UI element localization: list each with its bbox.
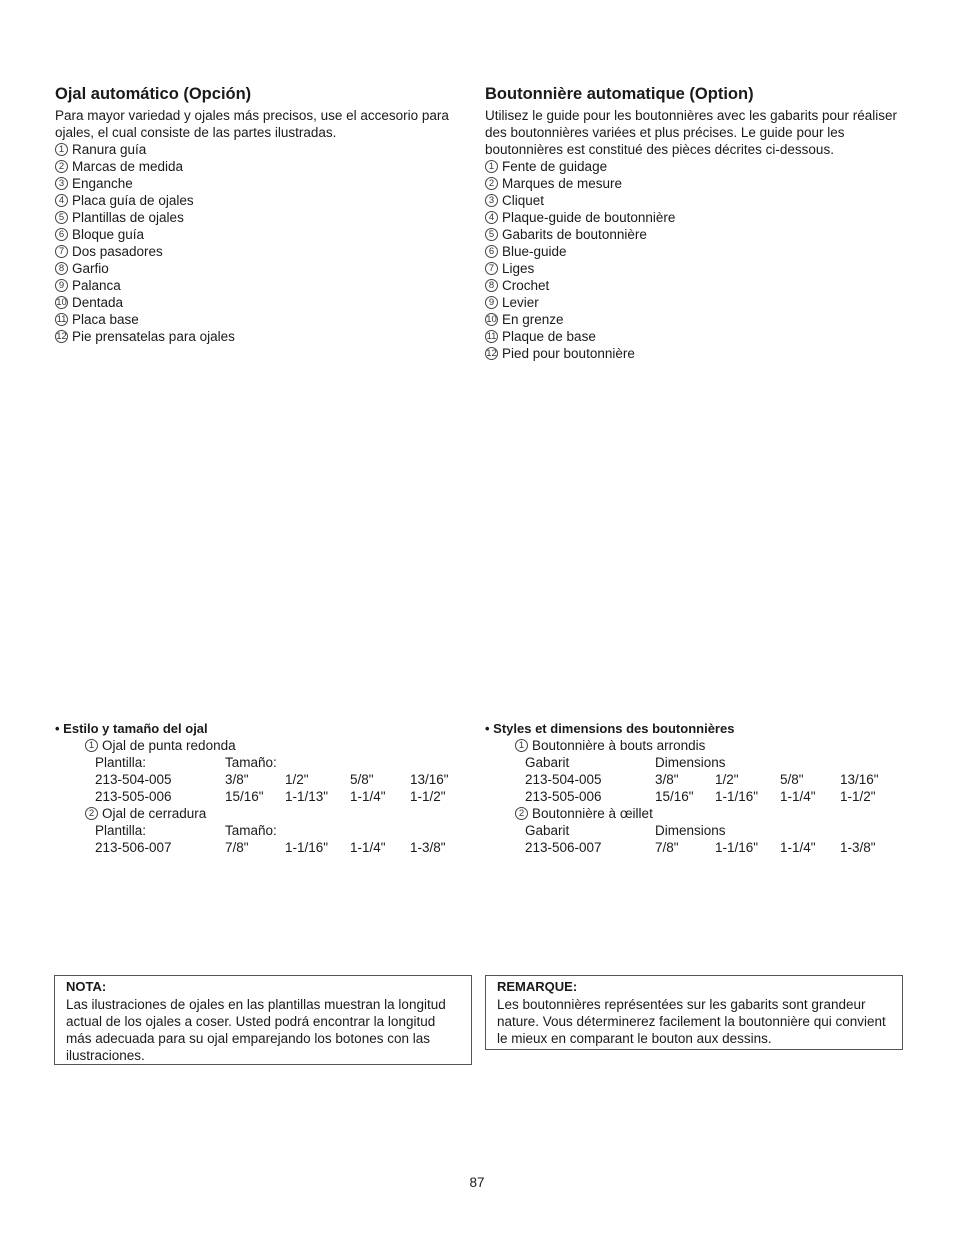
part-list-item <box>55 328 475 345</box>
french-note-text: Les boutonnières représentées sur les gabarits sont grandeur nature. Vous déterminerez facilement la boutonnière qui convient le mieux en comparant le bouton aux dessins. <box>497 997 886 1046</box>
part-label: Dentada <box>72 295 124 310</box>
part-list-item <box>55 260 475 277</box>
size-table-header-cell: Dimensions <box>655 823 726 838</box>
buttonhole-style-label: Ojal de cerradura <box>102 806 207 821</box>
circled-number-icon: 4 <box>485 211 498 224</box>
part-list-item <box>485 226 905 243</box>
part-list-item <box>485 158 905 175</box>
part-label: Levier <box>502 295 539 310</box>
circled-number-icon: 11 <box>56 313 67 325</box>
circled-number-icon: 2 <box>85 807 98 820</box>
size-table-header-cell: Dimensions <box>655 755 726 770</box>
circled-number-icon: 1 <box>515 739 528 752</box>
size-table-header <box>55 822 475 839</box>
french-note-box <box>485 975 903 1050</box>
spanish-note-text: Las ilustraciones de ojales en las plantillas muestran la longitud actual de los ojales a coser. Usted podrá encontrar la longitud más adecuada para su ojal emparejando los botones con las ilustraciones. <box>66 997 446 1063</box>
part-label: Plantillas de ojales <box>72 210 184 225</box>
part-list-item <box>485 260 905 277</box>
size-table-header-cell: Tamaño: <box>225 755 277 770</box>
circled-number-icon: 8 <box>485 279 498 292</box>
french-styles-title: • Styles et dimensions des boutonnières <box>485 721 735 736</box>
size-value: 1-1/16" <box>715 789 759 804</box>
part-label: Pie prensatelas para ojales <box>72 329 235 344</box>
circled-number-icon: 2 <box>55 160 68 173</box>
circled-number-icon: 6 <box>55 228 68 241</box>
spanish-intro: Para mayor variedad y ojales más precisos, use el accesorio para ojales, el cual consiste de las partes ilustradas. <box>55 108 449 140</box>
part-label: Plaque-guide de boutonnière <box>502 210 676 225</box>
part-list-item <box>55 311 475 328</box>
spanish-styles-title: • Estilo y tamaño del ojal <box>55 721 208 736</box>
circled-number-icon: 7 <box>55 245 68 258</box>
circled-number-icon: 2 <box>485 177 498 190</box>
size-table-row <box>485 771 905 788</box>
spanish-parts-list <box>55 141 475 345</box>
part-list-item <box>485 345 905 362</box>
size-table-header-cell: Plantilla: <box>95 823 147 838</box>
circled-number-icon: 6 <box>485 245 498 258</box>
size-table-row <box>485 788 905 805</box>
size-value: 1-1/4" <box>780 840 816 855</box>
buttonhole-style-line <box>485 805 905 822</box>
part-label: Dos pasadores <box>72 244 163 259</box>
size-value: 15/16" <box>225 789 264 804</box>
template-code: 213-504-005 <box>525 772 602 787</box>
circled-number-icon: 5 <box>485 228 498 241</box>
size-value: 3/8" <box>655 772 679 787</box>
french-styles-block <box>485 720 905 856</box>
size-value: 1-1/16" <box>285 840 329 855</box>
buttonhole-style-line <box>55 737 475 754</box>
french-heading: Boutonnière automatique (Option) <box>485 85 754 103</box>
spanish-styles-block <box>55 720 475 856</box>
part-list-item <box>485 294 905 311</box>
part-label: Garfio <box>72 261 109 276</box>
part-list-item <box>55 192 475 209</box>
circled-number-icon: 12 <box>56 330 67 342</box>
template-code: 213-506-007 <box>525 840 602 855</box>
part-label: Cliquet <box>502 193 545 208</box>
size-value: 7/8" <box>225 840 249 855</box>
size-table-header <box>485 754 905 771</box>
size-table-header <box>55 754 475 771</box>
part-list-item <box>485 192 905 209</box>
circled-number-icon: 1 <box>55 143 68 156</box>
french-section <box>485 85 905 362</box>
spanish-note-title: NOTA: <box>66 979 107 994</box>
buttonhole-style-line <box>485 737 905 754</box>
part-label: Placa base <box>72 312 139 327</box>
french-intro: Utilisez le guide pour les boutonnières avec les gabarits pour réaliser des boutonnières variées et plus précises. Le guide pour les boutonnières est constitué des pièces décrites ci-dessous. <box>485 108 897 157</box>
buttonhole-style-label: Boutonnière à bouts arrondis <box>532 738 706 753</box>
part-list-item <box>55 277 475 294</box>
size-value: 1/2" <box>285 772 309 787</box>
size-value: 1-1/13" <box>285 789 329 804</box>
size-table-header-cell: Plantilla: <box>95 755 147 770</box>
part-list-item <box>55 175 475 192</box>
part-label: Liges <box>502 261 535 276</box>
circled-number-icon: 12 <box>486 347 497 359</box>
circled-number-icon: 10 <box>56 296 67 308</box>
part-label: En grenze <box>502 312 564 327</box>
circled-number-icon: 9 <box>485 296 498 309</box>
part-list-item <box>485 311 905 328</box>
template-code: 213-506-007 <box>95 840 172 855</box>
circled-number-icon: 7 <box>485 262 498 275</box>
size-value: 1-1/4" <box>350 840 386 855</box>
part-label: Marques de mesure <box>502 176 623 191</box>
template-code: 213-504-005 <box>95 772 172 787</box>
size-value: 1/2" <box>715 772 739 787</box>
spanish-heading: Ojal automático (Opción) <box>55 85 252 103</box>
circled-number-icon: 1 <box>485 160 498 173</box>
part-list-item <box>485 209 905 226</box>
part-label: Enganche <box>72 176 133 191</box>
size-value: 1-3/8" <box>840 840 876 855</box>
size-value: 1-1/16" <box>715 840 759 855</box>
template-code: 213-505-006 <box>95 789 172 804</box>
part-label: Blue-guide <box>502 244 567 259</box>
size-table-header <box>485 822 905 839</box>
circled-number-icon: 11 <box>486 330 497 342</box>
size-value: 3/8" <box>225 772 249 787</box>
part-label: Crochet <box>502 278 550 293</box>
size-table-header-cell: Gabarit <box>525 823 570 838</box>
french-parts-list <box>485 158 905 362</box>
size-table-row <box>55 788 475 805</box>
page-number: 87 <box>469 1175 485 1190</box>
template-code: 213-505-006 <box>525 789 602 804</box>
part-list-item <box>55 158 475 175</box>
spanish-note-box <box>54 975 472 1065</box>
circled-number-icon: 3 <box>55 177 68 190</box>
part-label: Gabarits de boutonnière <box>502 227 647 242</box>
buttonhole-style-label: Boutonnière à œillet <box>532 806 653 821</box>
part-label: Bloque guía <box>72 227 145 242</box>
size-table-row <box>55 839 475 856</box>
part-label: Placa guía de ojales <box>72 193 194 208</box>
part-list-item <box>55 209 475 226</box>
part-label: Plaque de base <box>502 329 596 344</box>
circled-number-icon: 10 <box>486 313 497 325</box>
part-list-item <box>485 328 905 345</box>
size-value: 5/8" <box>780 772 804 787</box>
size-table-row <box>55 771 475 788</box>
size-value: 7/8" <box>655 840 679 855</box>
size-table-header-cell: Gabarit <box>525 755 570 770</box>
part-list-item <box>55 294 475 311</box>
size-value: 13/16" <box>410 772 449 787</box>
size-value: 1-3/8" <box>410 840 446 855</box>
part-list-item <box>485 243 905 260</box>
part-label: Pied pour boutonnière <box>502 346 635 361</box>
french-note-title: REMARQUE: <box>497 979 578 994</box>
spanish-section <box>55 85 475 345</box>
circled-number-icon: 8 <box>55 262 68 275</box>
circled-number-icon: 2 <box>515 807 528 820</box>
part-label: Palanca <box>72 278 121 293</box>
size-value: 1-1/4" <box>780 789 816 804</box>
circled-number-icon: 3 <box>485 194 498 207</box>
part-label: Fente de guidage <box>502 159 608 174</box>
part-list-item <box>55 141 475 158</box>
size-value: 1-1/4" <box>350 789 386 804</box>
circled-number-icon: 1 <box>85 739 98 752</box>
size-value: 15/16" <box>655 789 694 804</box>
size-value: 5/8" <box>350 772 374 787</box>
size-value: 13/16" <box>840 772 879 787</box>
part-label: Ranura guía <box>72 142 147 157</box>
buttonhole-style-line <box>55 805 475 822</box>
size-value: 1-1/2" <box>410 789 446 804</box>
part-list-item <box>55 226 475 243</box>
part-label: Marcas de medida <box>72 159 184 174</box>
size-table-row <box>485 839 905 856</box>
part-list-item <box>485 175 905 192</box>
buttonhole-style-label: Ojal de punta redonda <box>102 738 236 753</box>
size-table-header-cell: Tamaño: <box>225 823 277 838</box>
part-list-item <box>485 277 905 294</box>
size-value: 1-1/2" <box>840 789 876 804</box>
circled-number-icon: 4 <box>55 194 68 207</box>
circled-number-icon: 9 <box>55 279 68 292</box>
circled-number-icon: 5 <box>55 211 68 224</box>
part-list-item <box>55 243 475 260</box>
